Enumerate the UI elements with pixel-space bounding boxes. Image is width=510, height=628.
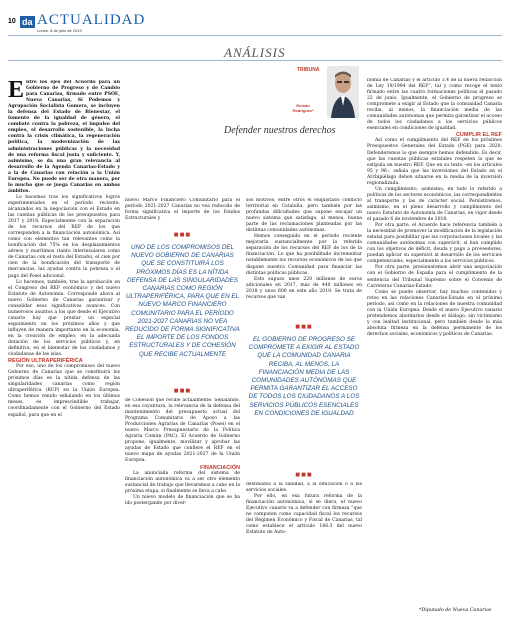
paragraph: Así como el cumplimiento del REF en los próximos Presupuestos Generales del Estado (PGE) para 2020. Defenderemos lo que siempre hemos defendido. Es decir, que las cuentas públicas estatales respeten lo que se estipula en nuestro REF. Que en su texto –en los artículos 95 y 96–, señala que las inversiones del Estado en el Archipiélago deben situarse en la media de la inversión regionalizada. bbox=[367, 138, 502, 186]
author-last-name: Rodríguez* bbox=[292, 108, 314, 113]
header-rule bbox=[8, 35, 502, 36]
paragraph: Por ello, en esa futura reforma de la financiación autonómica, si se diera, el nuevo Ejecutivo canario va a defender con firmeza “que no computen como capacidad fiscal los recursos del Régimen Económico y Fiscal de Canarias, tal como establece el artículo 166.3 del nuevo Estatuto de Auto- bbox=[246, 494, 362, 536]
paragraph: Lo hacemos tras los significativos logros experimentados en el período reciente, alcanzados en la negociación con el Estado en las cuentas públicas de los presupuestos para 2017 y 2018. Especialmente con la separación de los recursos del REF de los que corresponden a la financiación autonómica. Así como con elementos tan relevantes como la bonificación del 75% en los desplazamientos aéreos y marítimos (tanto interinsulares como de Canarias con el resto del Estado), el cien por cien de la bonificación del transporte de mercancías, las ayudas contra la pobreza o el pago del Posei adicional. bbox=[8, 194, 120, 279]
pull-quote-marker: ■■■ bbox=[295, 322, 313, 331]
paragraph: Esto supuso unos 220 millones de euros adicionales en 2017, más de 440 millones en 2018 y unos 600 en este año 2019. Se trata de recursos que van bbox=[246, 276, 362, 300]
paragraph: de Cohesión que recibe actualmente. Señalando, en esa coyuntura, la relevancia de la defensa del mantenimiento del presupuesto actual del Programa Comunitario de Apoyo a las Producciones Agrarias de Canarias (Posei) en el nuevo Marco Presupuestario de la Política Agraria Común (PAC). El Acuerdo de Gobierno propone, igualmente, movilizar y aprobar las ayudas de Estado que confiere el REF en el nuevo mapa de ayudas 2021-2027 de la Unión Europea. bbox=[125, 398, 240, 464]
pull-quote-marker: ■■■ bbox=[173, 230, 192, 239]
newspaper-logo: da bbox=[22, 17, 33, 27]
drop-cap: E bbox=[8, 80, 25, 103]
paragraph: ntre los ejes del Acuerdo para un Gobierno de Progreso y de Cambio para Canarias, firmado entre PSOE, Nueva Canarias, Sí Podemos y Agrupación Socialista Gomera, se incluyen la defensa del Estado de Bienestar, el fomento de la igualdad de género, el combate contra la pobreza, el impulso del empleo, el desarrollo sostenible, la lucha contra la crisis climática, la regeneración política, la modernización de las administraciones públicas y la necesidad de una reforma fiscal justa y suficiente. Y, asimismo, se da una gran relevancia al desarrollo de la Agenda Canarias-Estado y a la de Canarias con relación a la Unión Europea. No puede ser de otra manera, por lo mucho que se juega Canarias en ambos ámbitos. bbox=[8, 80, 120, 194]
paragraph: Un cumplimiento, asimismo, en todo lo referido a políticas de los sectores económicos, las correspondientes al transporte y las de carácter social. Persistiremos, asimismo, en el pleno desarrollo y cumplimiento del nuevo Estatuto de Autonomía de Canarias, en vigor desde el pasado 6 de noviembre de 2018. bbox=[367, 186, 502, 223]
pull-quote: EL GOBIERNO DE PROGRESO SE COMPROMETE A EXIGIR AL ESTADO QUE LA COMUNIDAD CANARIA RECIBA, AL MENOS, LA FINANCIACIÓN MEDIA DE LAS COMUNIDADES AUTÓNOMAS QUE PERMITA GARANTIZAR EL ACCESO DE TODOS LOS CIUDADANOS A LOS SERVICIOS PÚBLICOS ESENCIALES EN CONDICIONES DE IGUALDAD bbox=[248, 336, 360, 417]
section-label: ANÁLISIS bbox=[224, 45, 286, 60]
paragraph: Un nuevo modelo de financiación que se ha ido postergando por diver- bbox=[125, 494, 240, 506]
subheading: FINANCIACIÓN bbox=[199, 464, 240, 471]
paragraph: Por otra parte, el Acuerdo hace referencia también a la necesidad de promover la modificación de la legislación estatal para posibilitar que las corporaciones locales y las comunidades autónomas con superávit, si han cumplido con los objetivos de déficit, deuda y pago a proveedores, puedan aplicar su superávit al desarrollo de los servicios competenciales, especialmente a los servicios públicos. bbox=[367, 223, 502, 265]
subheading: CUMPLIR EL REF bbox=[455, 132, 502, 139]
page-number: 10 bbox=[8, 18, 16, 25]
pull-quote-marker: ■■■ bbox=[173, 386, 192, 395]
section-rule bbox=[8, 60, 502, 61]
paragraph: Por otra parte, presionaremos abrir una negociación con el Gobierno de España para el cumplimiento de la sentencia del Tribunal Supremo sobre el Convenio de Carreteras Canarias-Estado. bbox=[367, 265, 502, 289]
subheading: REGIÓN ULTRAPERIFÉRICA bbox=[8, 358, 83, 365]
author-signature: *Diputado de Nueva Canarias bbox=[419, 608, 492, 613]
article-column-1 bbox=[8, 80, 120, 620]
paragraph: Lo hacemos, también, tras la aprobación en el Congreso del REF económico y del nuevo Estatuto de Autonomía. Corresponde ahora al nuevo Gobierno de Canarias garantizar y consolidar esos significativos avances. Con numerosos asuntos a los que desde el Ejecutivo canario hay que prestar un especial seguimiento en los próximos años y que influyen de manera importante en la economía, en la creación de empleo, en la adecuada dotación de los servicios públicos y, en definitiva, en el bienestar de los ciudadanos y ciudadanas de las islas. bbox=[8, 279, 120, 358]
paragraph: Por eso, uno de los compromisos del nuevo Gobierno de Canarias que se constituirá los próximos días es la nítida defensa de las singularidades canarias como región ultraperiférica (RUP) en la Unión Europea. Como hemos venido señalando en los últimos meses, es imprescindible trabajar, coordinadamente con el Gobierno del Estado español, para que en el bbox=[8, 364, 120, 418]
paragraph: nuevo Marco Financiero Comunitario para el período 2021-2027 Canarias no vea reducido de forma significativa el importe de los Fondos Estructurales y bbox=[125, 198, 240, 222]
author-name bbox=[283, 103, 323, 113]
tribuna-label: TRIBUNA bbox=[297, 67, 320, 73]
article-column-3-top bbox=[246, 198, 362, 316]
paragraph: La anunciada reforma del sistema de financiación autonómica va a ser otro elemento sustancial de trabajo que llevaremos a cabo en la próxima etapa, si finalmente se lleva a cabo. bbox=[125, 470, 240, 494]
paragraph: Hemos conseguido en el período reciente mejorarla sustancialmente por la referida separación de los recursos del REF de los de la financiación. Lo que ha posibilitado incrementar notablemente los recursos económicos de los que dispone nuestra Comunidad para financiar las distintas políticas públicas. bbox=[246, 234, 362, 276]
article-column-3-bottom bbox=[246, 482, 362, 620]
author-first-name: Román bbox=[296, 103, 310, 108]
pull-quote-marker: ■■■ bbox=[295, 470, 313, 479]
page-header bbox=[8, 6, 502, 32]
article-column-2-top bbox=[125, 198, 240, 228]
author-photo bbox=[327, 66, 359, 118]
article-column-2-bottom bbox=[125, 398, 240, 620]
paragraph: destinados a la sanidad, a la educación o a los servicios sociales. bbox=[246, 482, 362, 494]
article-column-4 bbox=[367, 78, 502, 606]
issue-date: Lunes, 8 de julio de 2019 bbox=[37, 28, 82, 33]
pull-quote: UNO DE LOS COMPROMISOS DEL NUEVO GOBIERNO DE CANARIAS QUE SE CONSTITUIRÁ LOS PRÓXIMOS DÍAS ES LA NÍTIDA DEFENSA DE LAS SINGULARIDADES CANARIAS COMO REGIÓN ULTRAPERIFÉRICA, PARA QUE EN EL NUEVO MARCO FINANCIERO COMUNITARIO PARA EL PERÍODO 2021-2027 CANARIAS NO VEA REDUCIDO DE FORMA SIGNIFICATIVA EL IMPORTE DE LOS FONDOS ESTRUCTURALES Y DE COHESIÓN QUE RECIBE ACTUALMENTE bbox=[125, 244, 240, 358]
article-headline: Defender nuestros derechos bbox=[224, 125, 336, 136]
paragraph: sos motivos, entre otros el enquistado conflicto territorial en Cataluña, pero también por las profundas dificultades que supone encajar un nuevo sistema que satisfaga, al menos, buena parte de las reclamaciones planteadas por las distintas comunidades autónomas. bbox=[246, 198, 362, 234]
paragraph: Como se puede observar, hay muchos contenidos y retos en las relaciones Canarias-Estado en el próximo período, así como en la relaciones de nuestra comunidad con la Unión Europea. Desde el nuevo Ejecutivo canario pretendemos abordarlos desde el diálogo, sin victimismo y con lealtad institucional, pero también desde la más absoluta firmeza en la defensa permanente de los derechos sociales, económicos y políticos de Canarias. bbox=[367, 289, 502, 337]
section-title: ACTUALIDAD bbox=[37, 12, 146, 28]
paragraph: nomía de Canarias y el artículo 3.4 de la nueva redacción de Ley 19/1994 del REF”, tal y como recoge el texto firmado entre las cuatro formaciones políticas el pasado 22 de junio. Igualmente, el Gobierno de progreso se compromete a exigir al Estado que la comunidad Canaria reciba, al menos, la financiación media de las comunidades autónomas que permita garantizar el acceso de todos los ciudadanos a los servicios públicos esenciales en condiciones de igualdad. bbox=[367, 78, 502, 132]
